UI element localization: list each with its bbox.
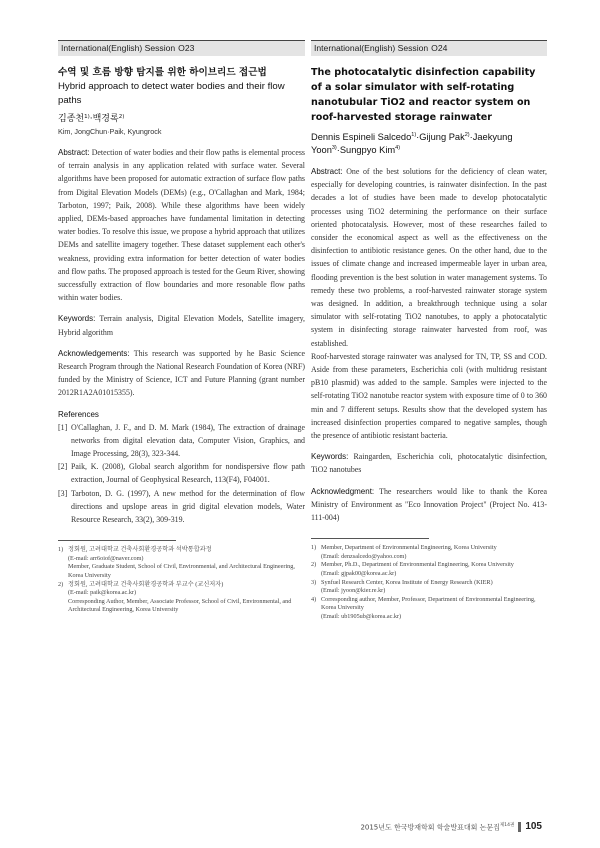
footnote-number: 1): [311, 544, 317, 552]
footnote: [311, 596, 547, 622]
session-header-left: [58, 40, 305, 56]
acknowledgements: [58, 347, 305, 400]
footnote-line: Member, Department of Environmental Engineering, Korea University: [321, 544, 497, 552]
footnote: [311, 579, 547, 596]
footnote-number: 2): [311, 561, 317, 569]
session-number: O24: [431, 43, 448, 53]
footnote-line: Synfuel Research Center, Korea Institute of Energy Research (KIER): [321, 578, 493, 586]
footnote: [58, 581, 305, 615]
references-heading: References: [58, 409, 99, 419]
authors: [311, 131, 547, 157]
proceedings-title: 2015년도 한국방재학회 학술발표대회 논문집: [360, 823, 500, 832]
footnote-line: Member, Graduate Student, School of Civil, Environmental, and Architectural Engineering, Korea University: [68, 563, 295, 580]
keywords-text: Terrain analysis, Digital Elevation Models, Satellite imagery, Hybrid algorithm: [58, 314, 305, 337]
keywords-label: Keywords:: [58, 314, 96, 324]
footnote-number: 1): [58, 546, 64, 554]
acknowledgements-label: Acknowledgements:: [58, 348, 130, 358]
acknowledgment-label: Acknowledgment:: [311, 486, 375, 496]
author-name: Dennis Espineli Salcedo: [311, 132, 412, 142]
abstract-text: One of the best solutions for the deficiency of clean water, especially for developing countries, is rainwater disinfection. In the past decades a lot of studies have been made to develop photocatalytic processes using TiO2 determining the performance on their surface oriented photocatalysis. However, most of these researches failed to consider the economical aspect as well as the effectiveness on the disinfection to antibiotic resistance genes. On the other hand, due to the issues of climate change and increased impermeable layer in urban area, flooding prevention is the best solution in water management systems. To remedy these two problems, a roof-harvested rainwater storage system was designed. In addition, a breakthrough technique using a solar simulator with self-rotating TiO2 nanotubes, to apply a photocatalytic system in disinfecting storage rainwater harvested from roof, was established.: [311, 167, 547, 348]
footnote-line: (Email: gjpak00@korea.ac.kr): [321, 570, 397, 578]
abstract-text: Detection of water bodies and their flow paths is elemental process of terrain analysis in any application related with surface water. Several algorithms have been proposed for automatic extraction of surface flow paths from Digital Elevation Models (DEMs) (e.g., O'Callaghan and Mark, 1984; Tarboton, 1997; Paik, 2008). While these algorithms have been widely applied, DEMs-based approaches have fundamental limitation in detecting water bodies. To resolve this issue, we propose a hybrid approach that utilizes DEMs and satellite imagery together. These dataset supplement each other's weakness, providing extra information for better detection of water bodies and flow paths. The proposed approach is tested for the Geum River, showing successfully extraction of flow boundaries and more resonable flow paths within water bodies.: [58, 148, 305, 303]
footnote-marker: 1): [84, 114, 90, 120]
acknowledgment: [311, 485, 547, 525]
keywords: [58, 312, 305, 338]
abstract: [311, 165, 547, 350]
authors-english: Kim, JongChun·Paik, Kyungrock: [58, 127, 162, 136]
page-number: 105: [525, 821, 542, 833]
footnote: [311, 544, 547, 561]
authors-korean: [58, 113, 305, 126]
footnote-line: (Email: denzsalcedo@yahoo.com): [321, 552, 407, 560]
footnote-marker: 1): [411, 132, 417, 138]
footnote-divider: [311, 538, 429, 539]
abstract-continued: Roof-harvested storage rainwater was analysed for TN, TP, SS and COD. Aside from these parameters, Escherichia coli (with multidrug resistant pB10 plasmid) was added to the sample. Samples were injected to the self-rotating TiO2 nanotube reactor system with exposure time of 0 to 360 min and 7 different setups. Results show that the developed system has increased disinfection properties compared to negative samples, though the presence of antibiotic resistant bacteria.: [311, 351, 547, 441]
session-number: O23: [178, 43, 195, 53]
footnote-line: 정회원, 고려대학교 건축사회환경공학과 부교수 (교신저자): [68, 580, 224, 588]
reference-number: [2]: [58, 462, 68, 472]
footnote-line: Corresponding Author, Member, Associate Professor, School of Civil, Environmental, and Architectural Engineering, Korea University: [68, 597, 292, 614]
footnote-line: 정회원, 고려대학교 건축사회환경공학과 석박통합과정: [68, 546, 212, 554]
footnote-line: (Email: ub1905ub@korea.ac.kr): [321, 613, 402, 621]
footnote-divider: [58, 540, 176, 541]
footnote-line: (E-mail: paik@korea.ac.kr): [68, 589, 137, 597]
author-name: ·백경록: [89, 114, 119, 124]
reference-item: [58, 421, 305, 461]
keywords: [311, 450, 547, 476]
footnote-marker: 4): [395, 145, 401, 151]
footnote-marker: 2): [464, 132, 470, 138]
session-label: International(English) Session: [61, 43, 176, 53]
footnote: [58, 546, 305, 580]
session-label: International(English) Session: [314, 43, 429, 53]
left-article: [58, 40, 305, 615]
reference-number: [3]: [58, 488, 68, 498]
author-name: ·Gijung Pak: [416, 132, 465, 142]
abstract-label: Abstract:: [58, 148, 90, 157]
article-title: The photocatalytic disinfection capability of a solar simulator with self-rotating nanotubular TiO2 and reactor system on roof-harvested storage rainwater: [311, 67, 536, 123]
acknowledgements-text: This research was supported by he Basic Science Research Program through the National Research Foundation of Korea (NRF) funded by the Ministry of Science, ICT and Future Planning (grant number 2012R1A2A01015355).: [58, 348, 305, 398]
footnote-number: 4): [311, 595, 317, 603]
footnote-number: 3): [311, 578, 317, 586]
volume-label: 제14권: [499, 823, 515, 828]
footnote: [311, 561, 547, 578]
reference-item: [58, 487, 305, 527]
footnote-line: Member, Ph.D., Department of Environmental Engineering, Korea University: [321, 561, 514, 569]
keywords-text: Raingarden, Escherichia coli, photocatalytic disinfection, TiO2 nanotubes: [311, 452, 547, 475]
reference-text: Tarboton, D. G. (1997), A new method for the determination of flow directions and upslope areas in grid digital elevation models, Water Resource Research, 33(2), 309-319.: [71, 488, 305, 525]
footnote-line: Corresponding author, Member, Professor, Department of Environmental Engineering, Korea University: [321, 595, 536, 612]
author-name: ·Jaekyung Yoon: [311, 132, 513, 155]
abstract: [58, 146, 305, 304]
right-article: [311, 40, 547, 622]
footnote-number: 2): [58, 580, 64, 588]
page-footer: [360, 820, 542, 833]
reference-number: [1]: [58, 422, 68, 432]
acknowledgment-text: The researchers would like to thank the Korea Ministry of Environment as "Eco Innovation Project" (Project No. 413-111-004): [311, 486, 547, 523]
reference-text: Paik, K. (2008), Global search algorithm for nondispersive flow path extraction, Journal of Geophysical Research, 113(F4), F04001.: [71, 462, 305, 485]
keywords-label: Keywords:: [311, 452, 349, 462]
author-name: ·Sungpyo Kim: [336, 145, 396, 155]
reference-item: [58, 460, 305, 486]
author-name: 김종천: [58, 114, 85, 124]
reference-text: O'Callaghan, J. F., and D. M. Mark (1984), The extraction of drainage networks from digital elevation data, Computer Vision, Graphics, and Image Processing, 28(3), 323-344.: [71, 422, 305, 459]
footnote-line: (Email: jyoon@kier.re.kr): [321, 587, 386, 595]
article-title-korean: 수역 및 흐름 방향 탐지를 위한 하이브리드 접근법: [58, 67, 267, 78]
session-header-right: [311, 40, 547, 56]
footnote-marker: 3): [331, 145, 337, 151]
article-title-english: Hybrid approach to detect water bodies and their flow paths: [58, 81, 285, 106]
abstract-label: Abstract:: [311, 167, 343, 176]
footnote-marker: 2): [118, 114, 125, 120]
footnote-line: (E-mail: arr6oiof@naver.com): [68, 554, 144, 562]
footer-separator: [518, 822, 521, 832]
